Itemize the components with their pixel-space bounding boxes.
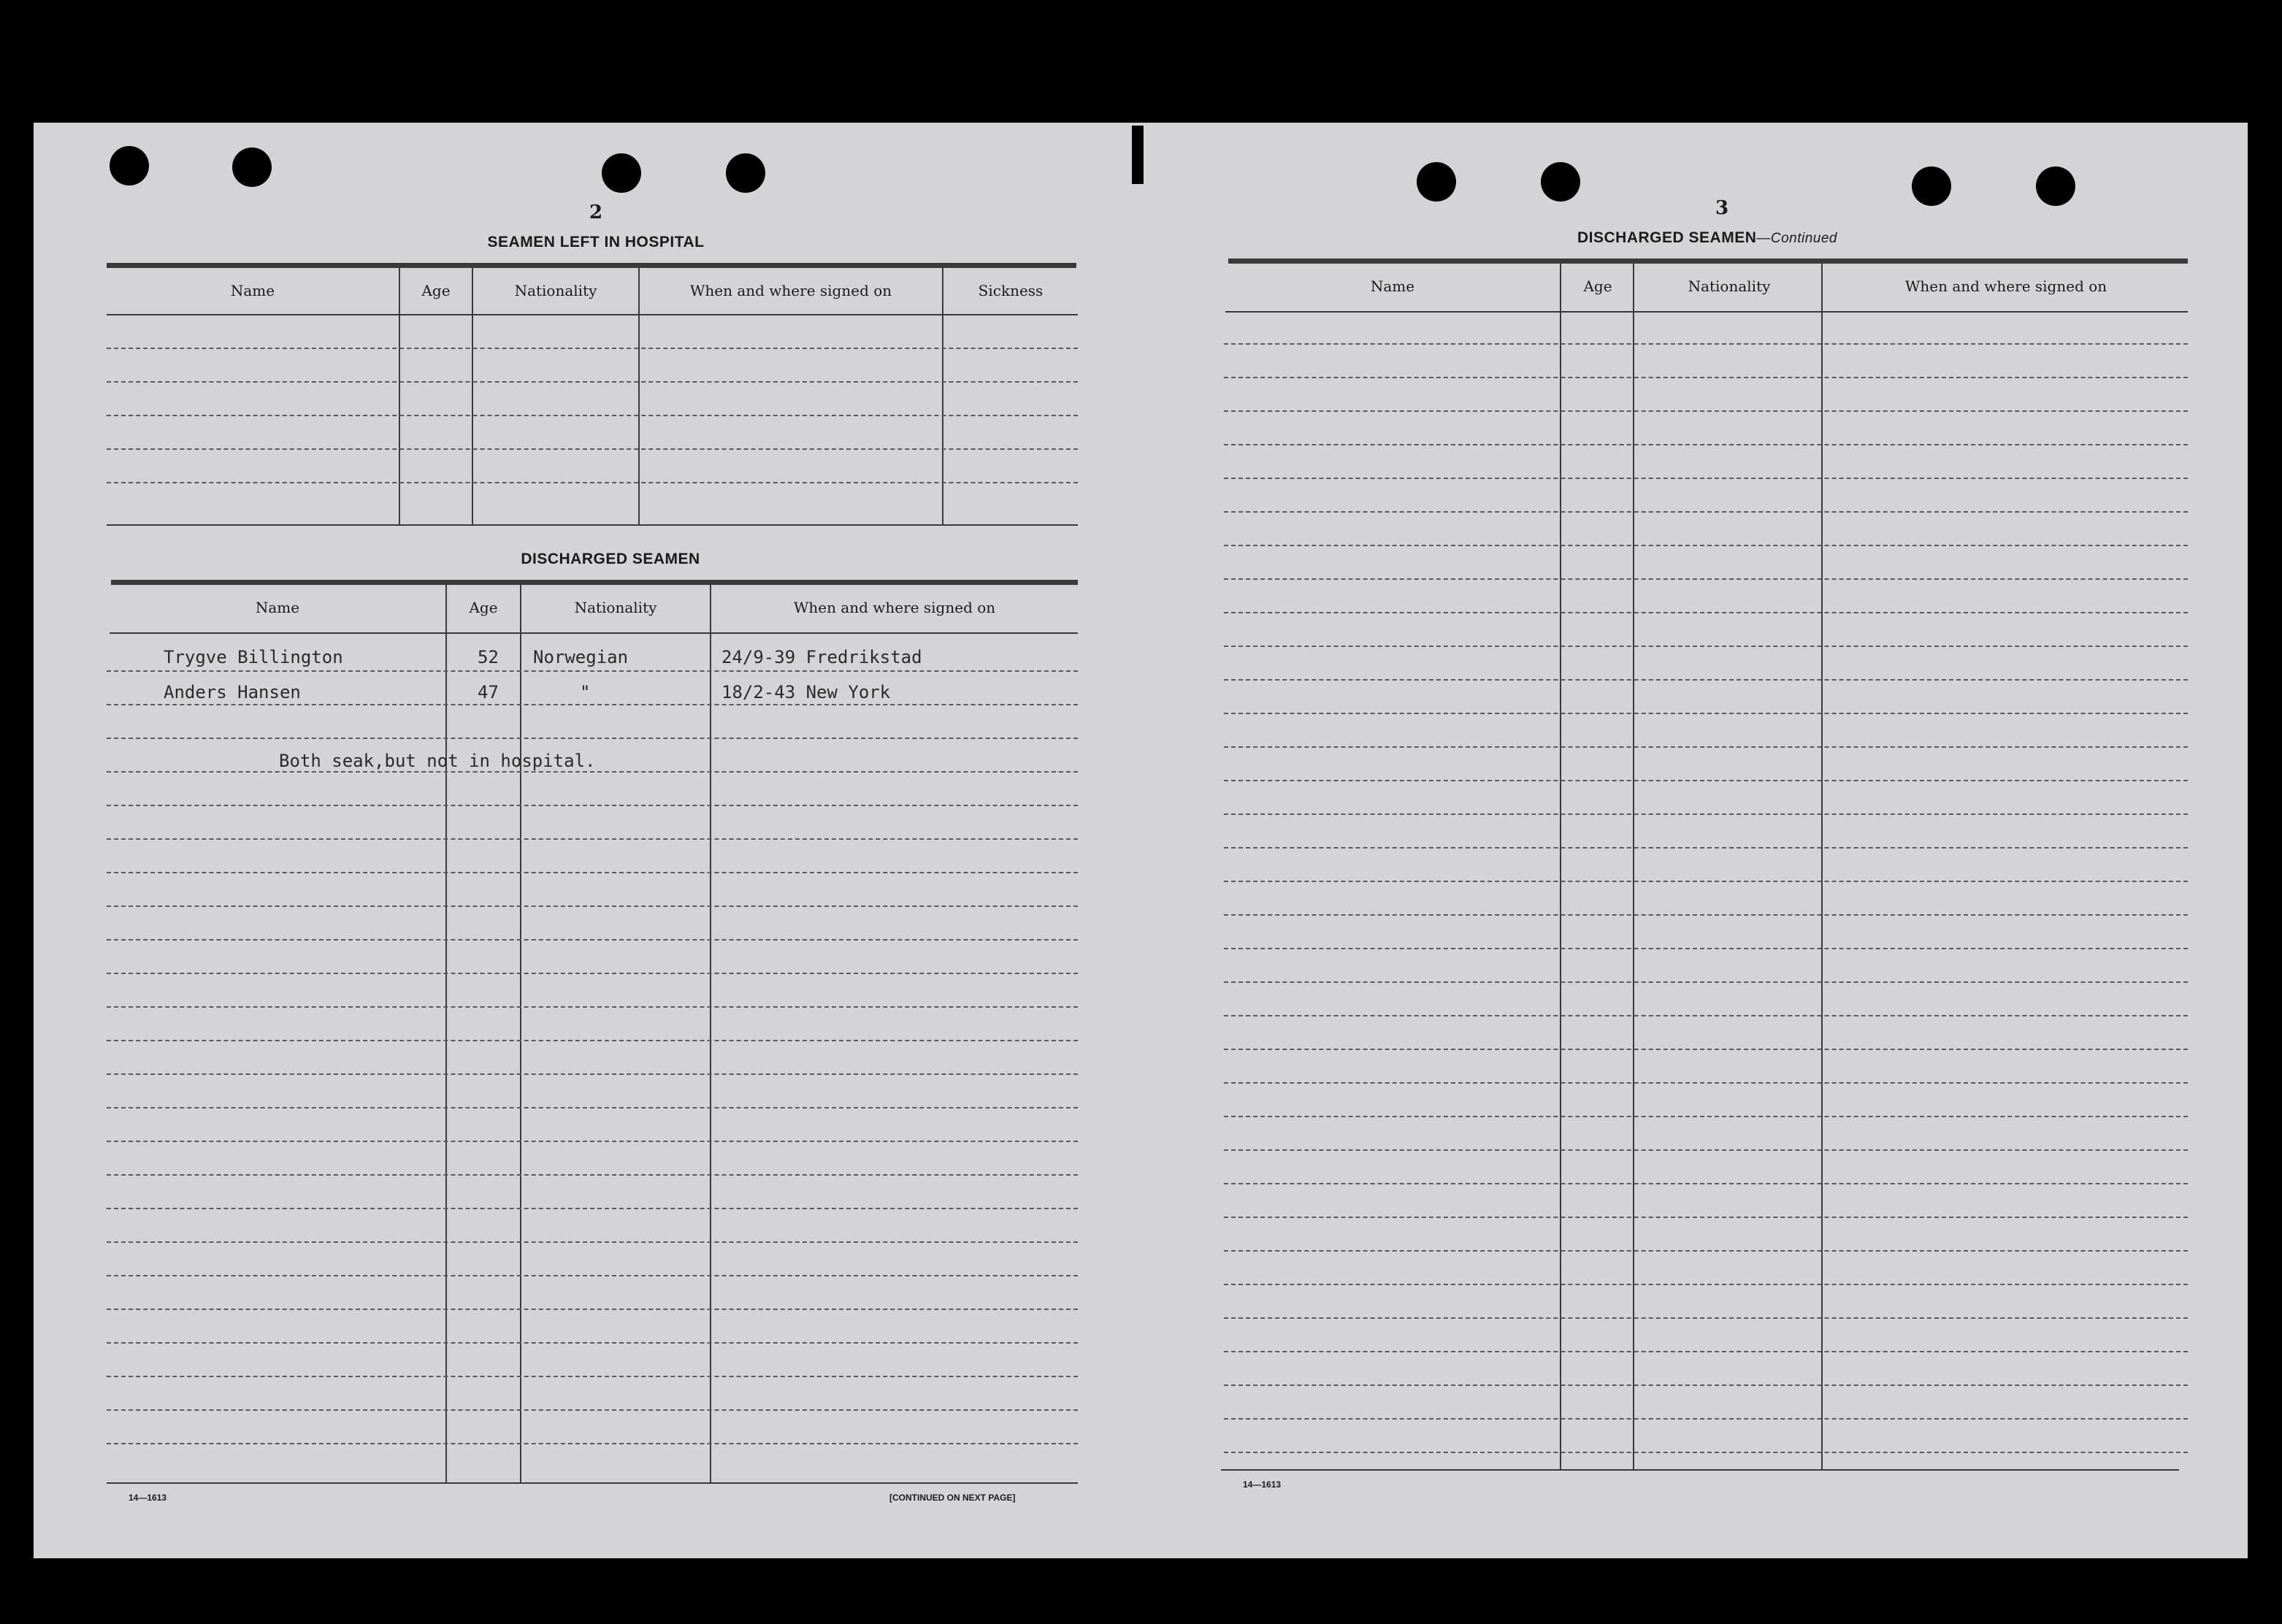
- column-divider: [472, 267, 473, 526]
- row-line: [1224, 1452, 2188, 1453]
- row-line: [1224, 746, 2188, 748]
- seaman-name: Trygve Billington: [164, 647, 343, 667]
- row-line: [1224, 713, 2188, 714]
- seaman-age: 47: [478, 682, 499, 702]
- table-rule: [107, 263, 1076, 268]
- row-line: [1224, 813, 2188, 815]
- row-line: [107, 482, 1078, 483]
- row-line: [1224, 410, 2188, 412]
- table-rule: [107, 1482, 1078, 1484]
- form-number: 14—1613: [129, 1493, 167, 1503]
- row-line: [107, 1040, 1078, 1041]
- punch-hole: [726, 153, 765, 193]
- row-line: [1224, 1116, 2188, 1117]
- seaman-nationality: ": [580, 682, 591, 702]
- punch-hole: [1912, 166, 1951, 206]
- row-line: [1224, 1418, 2188, 1420]
- column-divider: [520, 584, 521, 1484]
- page-number: 2: [589, 202, 603, 223]
- row-line: [1224, 646, 2188, 647]
- table-rule: [1225, 311, 2188, 313]
- row-line: [1224, 1351, 2188, 1352]
- row-line: [107, 1174, 1078, 1176]
- row-line: [1224, 511, 2188, 513]
- row-line: [107, 805, 1078, 806]
- column-header-signed-on: When and where signed on: [1904, 277, 2107, 295]
- column-divider: [710, 584, 711, 1484]
- row-line: [1224, 343, 2188, 345]
- row-line: [107, 1141, 1078, 1142]
- continued-note: [CONTINUED ON NEXT PAGE]: [889, 1493, 1016, 1503]
- row-line: [107, 1241, 1078, 1243]
- row-line: [1224, 545, 2188, 546]
- row-line: [1224, 1049, 2188, 1050]
- row-line: [107, 738, 1078, 739]
- punch-hole: [232, 148, 272, 187]
- row-line: [107, 381, 1078, 383]
- row-line: [1224, 612, 2188, 613]
- row-line: [107, 670, 1078, 672]
- row-line: [107, 872, 1078, 873]
- row-line: [1224, 1149, 2188, 1151]
- row-line: [107, 1376, 1078, 1377]
- row-line: [1224, 377, 2188, 378]
- punch-hole: [602, 153, 641, 193]
- row-line: [107, 1275, 1078, 1276]
- column-header-nationality: Nationality: [514, 282, 597, 299]
- hospital-section-title: SEAMEN LEFT IN HOSPITAL: [487, 234, 705, 250]
- discharged-continued-title: [1577, 229, 1837, 247]
- seaman-signed-on: 18/2-43 New York: [721, 682, 891, 702]
- row-line: [107, 1309, 1078, 1310]
- column-header-signed-on: When and where signed on: [793, 599, 996, 616]
- row-line: [1224, 981, 2188, 983]
- punch-hole: [110, 146, 149, 185]
- column-header-name: Name: [255, 599, 300, 616]
- column-header-age: Age: [421, 282, 451, 299]
- row-line: [107, 448, 1078, 450]
- row-line: [1224, 1015, 2188, 1016]
- punch-hole: [2036, 166, 2075, 206]
- seaman-signed-on: 24/9-39 Fredrikstad: [721, 647, 922, 667]
- page-number: 3: [1715, 197, 1729, 219]
- row-line: [107, 1342, 1078, 1344]
- row-line: [1224, 679, 2188, 681]
- punch-hole: [1417, 162, 1456, 202]
- column-header-age: Age: [469, 599, 498, 616]
- row-line: [107, 905, 1078, 907]
- column-divider: [445, 584, 447, 1484]
- row-line: [1224, 1317, 2188, 1319]
- row-line: [1224, 1384, 2188, 1386]
- row-line: [1224, 1284, 2188, 1285]
- row-line: [1224, 1183, 2188, 1184]
- table-rule: [107, 314, 1078, 315]
- row-line: [1224, 881, 2188, 882]
- typed-note: Both seak,but not in hospital.: [279, 751, 596, 771]
- row-line: [107, 415, 1078, 416]
- column-header-name: Name: [230, 282, 275, 299]
- column-header-nationality: Nationality: [1688, 277, 1771, 295]
- column-divider: [942, 267, 943, 526]
- punch-hole: [1541, 162, 1580, 202]
- seaman-nationality: Norwegian: [533, 647, 629, 667]
- row-line: [107, 939, 1078, 941]
- seaman-name: Anders Hansen: [164, 682, 301, 702]
- row-line: [1224, 1217, 2188, 1218]
- row-line: [107, 348, 1078, 349]
- row-line: [1224, 478, 2188, 479]
- title-suffix: —Continued: [1756, 231, 1837, 246]
- row-line: [107, 1073, 1078, 1075]
- table-rule: [110, 632, 1078, 634]
- row-line: [107, 1006, 1078, 1008]
- row-line: [107, 771, 1078, 773]
- row-line: [1224, 444, 2188, 445]
- table-rule: [1221, 1469, 2179, 1471]
- row-line: [107, 704, 1078, 705]
- column-divider: [638, 267, 640, 526]
- table-rule: [111, 580, 1078, 585]
- column-divider: [399, 267, 400, 526]
- title-text: DISCHARGED SEAMEN: [1577, 229, 1757, 246]
- column-header-sickness: Sickness: [978, 282, 1044, 299]
- page-gutter-mark: [1132, 126, 1144, 184]
- row-line: [107, 838, 1078, 840]
- row-line: [1224, 780, 2188, 781]
- seaman-age: 52: [478, 647, 499, 667]
- row-line: [107, 973, 1078, 974]
- row-line: [107, 1409, 1078, 1411]
- row-line: [1224, 1082, 2188, 1084]
- column-header-nationality: Nationality: [574, 599, 657, 616]
- discharged-section-title: DISCHARGED SEAMEN: [521, 551, 700, 567]
- column-header-name: Name: [1370, 277, 1415, 295]
- table-rule: [1228, 258, 2188, 264]
- table-rule: [107, 524, 1078, 526]
- row-line: [107, 1443, 1078, 1444]
- row-line: [1224, 578, 2188, 580]
- form-number: 14—1613: [1243, 1479, 1282, 1490]
- row-line: [107, 1107, 1078, 1108]
- row-line: [107, 1208, 1078, 1209]
- row-line: [1224, 948, 2188, 949]
- column-header-signed-on: When and where signed on: [689, 282, 892, 299]
- row-line: [1224, 914, 2188, 916]
- column-header-age: Age: [1583, 277, 1612, 295]
- row-line: [1224, 1250, 2188, 1252]
- row-line: [1224, 847, 2188, 849]
